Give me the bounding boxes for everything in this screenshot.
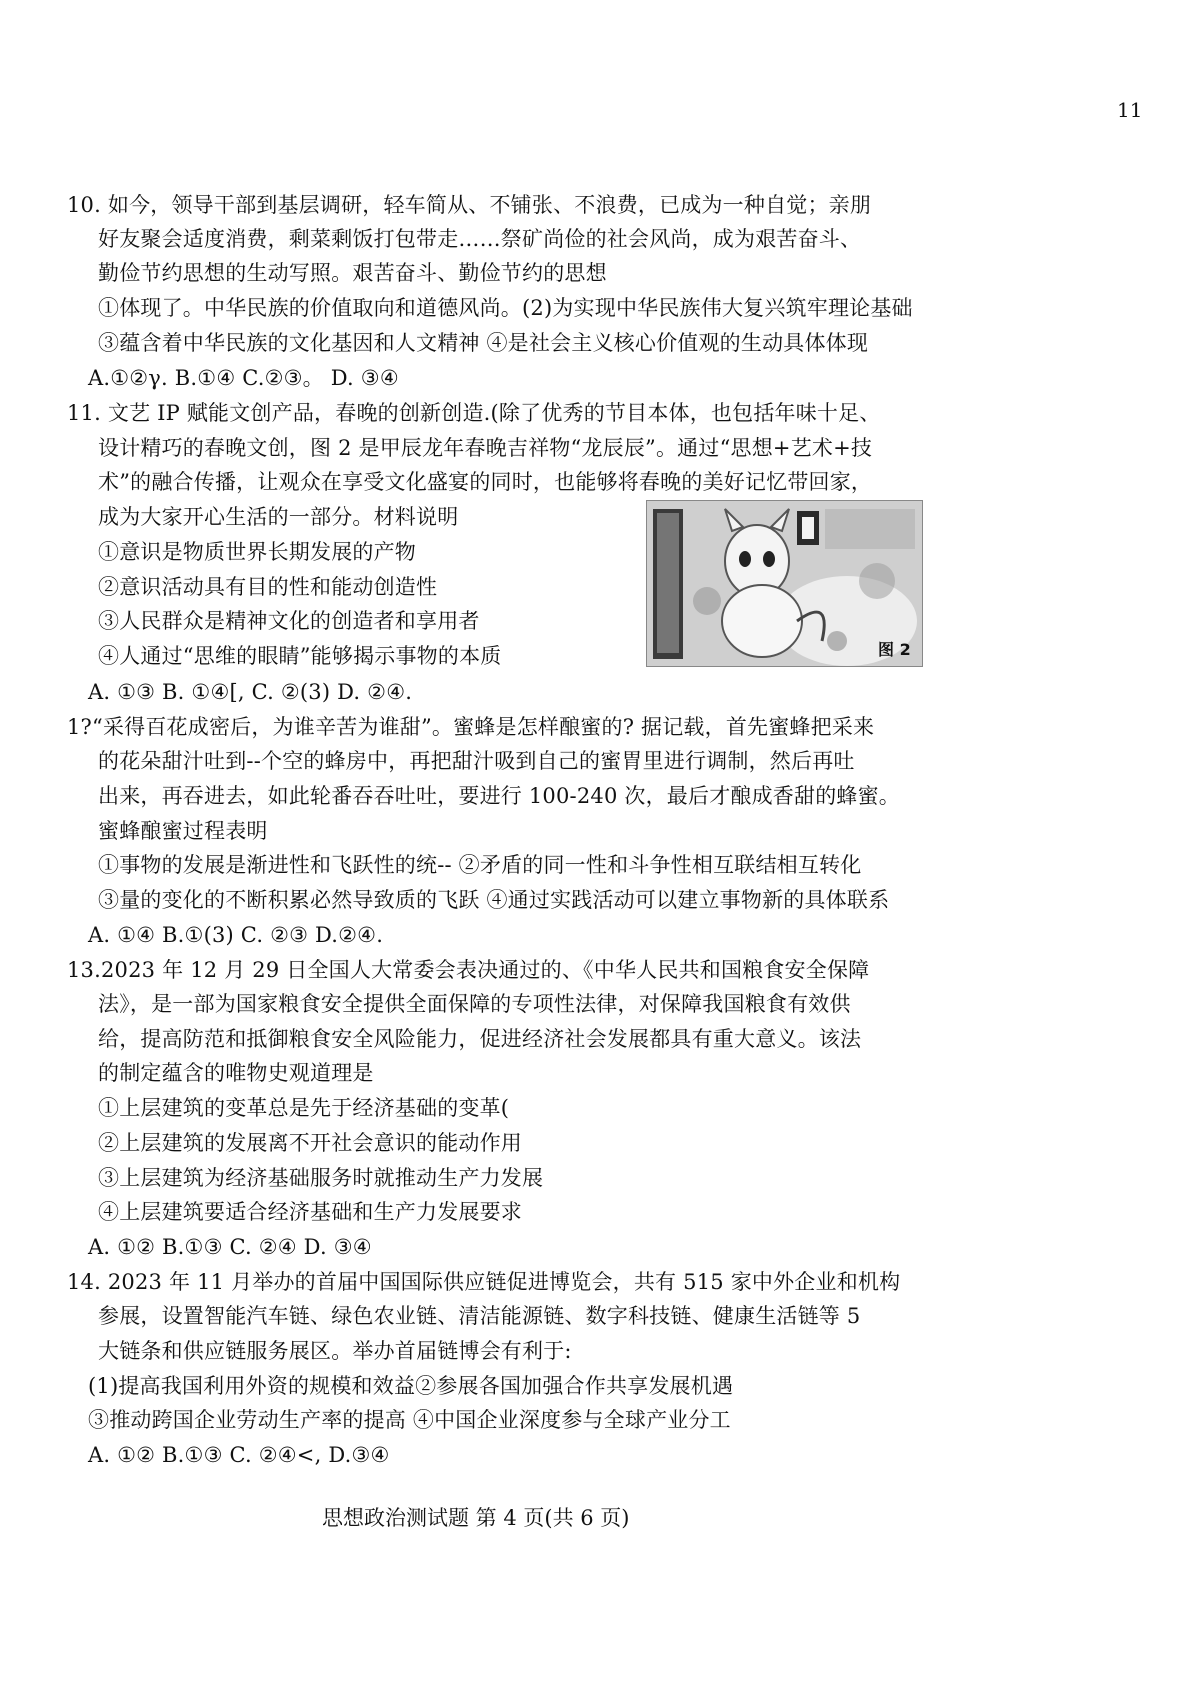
text-line-q11-l1: 11. 文艺 IP 赋能文创产品，春晚的创新创造.(除了优秀的节目本体，也包括年味十足、 <box>67 401 881 425</box>
text-line-q14-l2: 参展，设置智能汽车链、绿色农业链、清洁能源链、数字科技链、健康生活链等 5 <box>98 1304 861 1328</box>
text-line-q13-l7: ③上层建筑为经济基础服务时就推动生产力发展 <box>98 1166 544 1190</box>
text-line-q14-l4: (1)提高我国利用外资的规模和效益②参展各国加强合作共享发展机遇 <box>88 1374 734 1398</box>
text-line-q13-l6: ②上层建筑的发展离不开社会意识的能动作用 <box>98 1131 522 1155</box>
text-line-q13-l3: 给，提高防范和抵御粮食安全风险能力，促进经济社会发展都具有重大意义。该法 <box>98 1027 862 1051</box>
text-line-q14-opts: A. ①② B.①③ C. ②④<, D.③④ <box>88 1443 390 1467</box>
text-line-q12-l3: 出来，再吞进去，如此轮番吞吞吐吐，要进行 100-240 次，最后才酿成香甜的蜂蜜。 <box>98 784 901 808</box>
text-line-q12-l6: ③量的变化的不断积累必然导致质的飞跃 ④通过实践活动可以建立事物新的具体联系 <box>98 888 890 912</box>
text-line-q13-l1: 13.2023 年 12 月 29 日全国人大常委会表决通过的、《中华人民共和国粮食安全保障 <box>67 958 870 982</box>
text-line-q12-l1: 1?“采得百花成密后，为谁辛苦为谁甜”。蜜蜂是怎样酿蜜的? 据记载，首先蜜蜂把采来 <box>67 715 875 739</box>
text-line-q10-l1: 10. 如今，领导干部到基层调研，轻车简从、不铺张、不浪费，已成为一种自觉；亲朋 <box>67 193 872 217</box>
text-line-q11-opts: A. ①③ B. ①④[, C. ②(3) D. ②④. <box>88 680 413 704</box>
text-line-q11-l3: 术”的融合传播，让观众在享受文化盛宴的同时，也能够将春晚的美好记忆带回家， <box>98 470 873 494</box>
page-number: 11 <box>1117 98 1143 122</box>
text-line-q11-l2: 设计精巧的春晚文创，图 2 是甲辰龙年春晚吉祥物“龙辰辰”。通过“思想+艺术+技 <box>98 436 873 460</box>
text-line-q12-opts: A. ①④ B.①(3) C. ②③ D.②④. <box>88 923 384 947</box>
text-line-q10-l5: ③蕴含着中华民族的文化基因和人文精神 ④是社会主义核心价值观的生动具体体现 <box>98 331 869 355</box>
text-line-q14-l1: 14. 2023 年 11 月举办的首届中国国际供应链促进博览会，共有 515 家中外企业和机构 <box>67 1270 901 1294</box>
text-line-q11-l8: ④人通过“思维的眼睛”能够揭示事物的本质 <box>98 644 502 668</box>
text-line-q10-l4: ①体现了。中华民族的价值取向和道德风尚。(2)为实现中华民族伟大复兴筑牢理论基础 <box>98 296 913 320</box>
text-line-q12-l4: 蜜蜂酿蜜过程表明 <box>98 819 268 843</box>
text-line-q12-l5: ①事物的发展是渐进性和飞跃性的统-- ②矛盾的同一性和斗争性相互联结相互转化 <box>98 853 862 877</box>
text-line-q10-l2: 好友聚会适度消费，剩菜剩饭打包带走……祭矿尚俭的社会风尚，成为艰苦奋斗、 <box>98 227 862 251</box>
text-line-q13-l2: 法》，是一部为国家粮食安全提供全面保障的专项性法律，对保障我国粮食有效供 <box>98 992 851 1016</box>
text-line-q10-l3: 勤俭节约思想的生动写照。艰苦奋斗、勤俭节约的思想 <box>98 261 607 285</box>
text-line-q14-l3: 大链条和供应链服务展区。举办首届链博会有利于: <box>98 1339 572 1363</box>
text-line-q12-l2: 的花朵甜汁吐到--个空的蜂房中，再把甜汁吸到自己的蜜胃里进行调制，然后再吐 <box>98 749 855 773</box>
text-line-q13-l4: 的制定蕴含的唯物史观道理是 <box>98 1061 374 1085</box>
figure-caption: 图 2 <box>878 640 911 659</box>
text-line-q13-l5: ①上层建筑的变革总是先于经济基础的变革( <box>98 1096 510 1120</box>
text-line-q10-opts: A.①②γ. B.①④ C.②③。 D. ③④ <box>88 366 399 390</box>
page-footer: 思想政治测试题 第 4 页(共 6 页) <box>322 1506 630 1530</box>
text-line-q13-l8: ④上层建筑要适合经济基础和生产力发展要求 <box>98 1200 522 1224</box>
text-line-q11-l7: ③人民群众是精神文化的创造者和享用者 <box>98 609 480 633</box>
text-line-q13-opts: A. ①② B.①③ C. ②④ D. ③④ <box>88 1235 372 1259</box>
text-line-q14-l5: ③推动跨国企业劳动生产率的提高 ④中国企业深度参与全球产业分工 <box>88 1408 731 1432</box>
text-line-q11-l6: ②意识活动具有目的性和能动创造性 <box>98 575 438 599</box>
text-line-q11-l4: 成为大家开心生活的一部分。材料说明 <box>98 505 459 529</box>
text-line-q11-l5: ①意识是物质世界长期发展的产物 <box>98 540 416 564</box>
